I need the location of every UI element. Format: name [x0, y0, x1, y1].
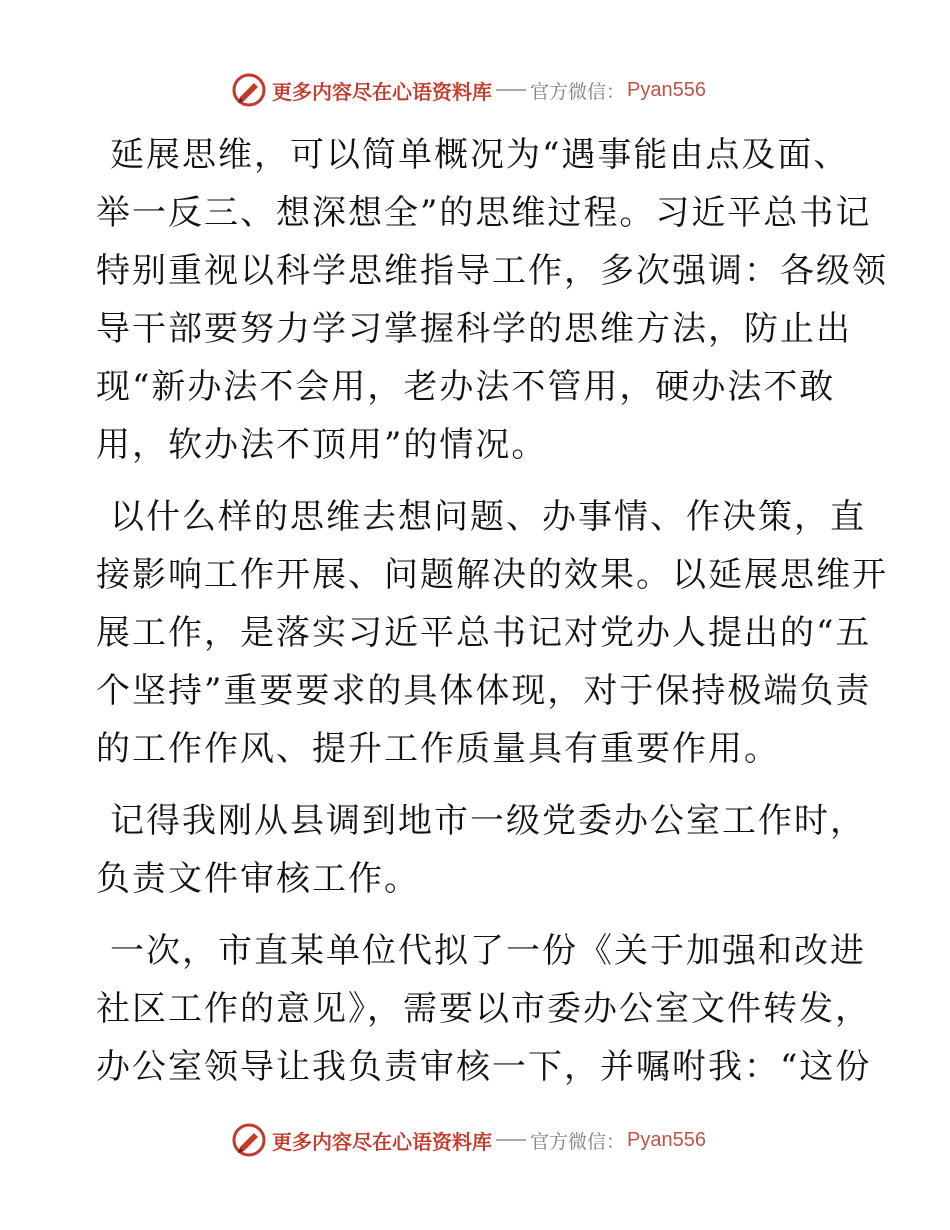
watermark-official-label: 官方微信：: [530, 80, 626, 103]
watermark-wechat-id: Pyan556: [627, 1128, 706, 1151]
text-line: 导干部要努力学习掌握科学的思维方法，防止出: [96, 309, 852, 349]
text-line: 以什么样的思维去想问题、办事情、作决策，直: [110, 497, 866, 537]
text-line: 办公室领导让我负责审核一下，并嘱咐我：“这份: [96, 1047, 872, 1087]
document-body: [96, 126, 888, 1110]
watermark-brand-text: 更多内容尽在心语资料库: [272, 1129, 492, 1154]
pen-circle-logo-icon: [232, 73, 266, 107]
text-line: 展工作，是落实习近平总书记对党办人提出的“五: [96, 613, 872, 653]
watermark-dash: [496, 89, 526, 91]
text-line: 个坚持”重要要求的具体体现，对于保持极端负责: [96, 671, 872, 711]
header-watermark: [232, 72, 712, 108]
text-line: 接影响工作开展、问题解决的效果。以延展思维开: [96, 555, 888, 595]
text-line: 举一反三、想深想全”的思维过程。习近平总书记: [96, 193, 872, 233]
text-line: 社区工作的意见》，需要以市委办公室文件转发，: [96, 989, 871, 1029]
paragraph-3: [96, 792, 866, 908]
text-line: 现“新办法不会用，老办法不管用，硬办法不敢: [96, 367, 836, 407]
paragraph-1: [96, 126, 888, 474]
paragraph-4: [96, 922, 872, 1096]
watermark-dash: [496, 1139, 526, 1141]
footer-watermark: [232, 1122, 712, 1158]
text-line: 负责文件审核工作。: [96, 859, 420, 899]
paragraph-2: [96, 488, 888, 778]
pen-circle-logo-icon: [232, 1123, 266, 1157]
watermark-official-label: 官方微信：: [530, 1130, 626, 1153]
text-line: 一次，市直某单位代拟了一份《关于加强和改进: [110, 931, 866, 971]
watermark-wechat-id: Pyan556: [627, 78, 706, 101]
text-line: 的工作作风、提升工作质量具有重要作用。: [96, 729, 780, 769]
text-line: 特别重视以科学思维指导工作，多次强调：各级领: [96, 251, 888, 291]
watermark-brand-text: 更多内容尽在心语资料库: [272, 79, 492, 104]
text-line: 延展思维，可以简单概况为“遇事能由点及面、: [110, 135, 850, 175]
text-line: 用，软办法不顶用”的情况。: [96, 425, 548, 465]
text-line: 记得我刚从县调到地市一级党委办公室工作时，: [110, 801, 866, 841]
